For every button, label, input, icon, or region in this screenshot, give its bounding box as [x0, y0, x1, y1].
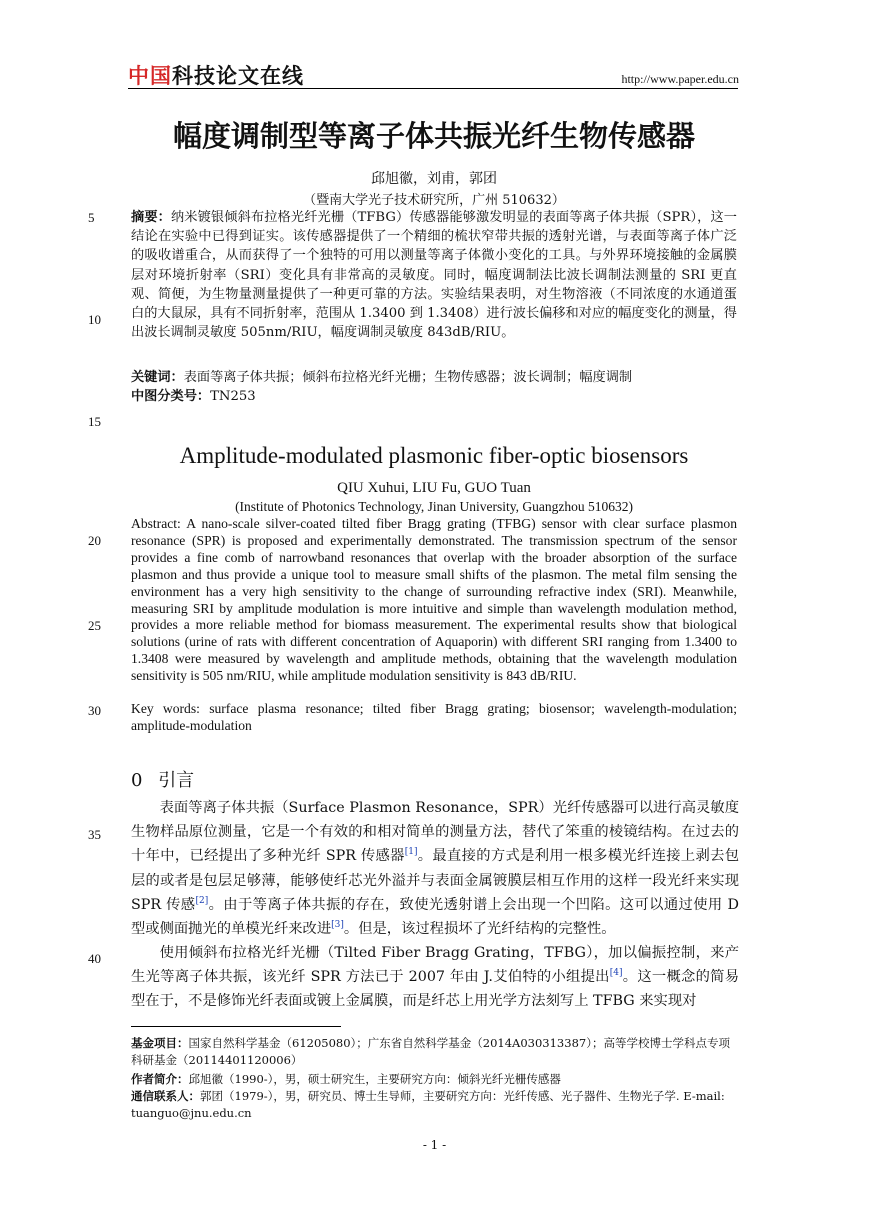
logo-red-text: 中国	[128, 64, 172, 88]
authors-en: QIU Xuhui, LIU Fu, GUO Tuan	[337, 480, 531, 496]
keywords-en-text: surface plasma resonance; tilted fiber Bragg grating; biosensor; wavelength-modulation; amplitude-modulation	[131, 701, 737, 733]
affiliation-en: (Institute of Photonics Technology, Jinan University, Guangzhou 510632)	[235, 499, 633, 514]
affiliation-cn: （暨南大学光子技术研究所，广州 510632）	[303, 193, 565, 208]
author-bio-label: 作者简介：	[131, 1072, 189, 1086]
funding-label: 基金项目：	[131, 1036, 189, 1050]
page-number: - 1 -	[422, 1138, 447, 1152]
keywords-en	[131, 701, 737, 735]
keywords-cn	[131, 368, 737, 387]
abstract-cn-label: 摘要：	[131, 210, 171, 225]
citation-ref[interactable]: [1]	[404, 847, 418, 858]
line-number: 15	[88, 414, 101, 429]
author-bio-text: 邱旭徽（1990-），男，硕士研究生，主要研究方向：倾斜光纤光栅传感器	[188, 1072, 561, 1086]
line-number: 35	[88, 827, 101, 842]
class-cn	[131, 387, 737, 406]
journal-logo	[128, 60, 304, 90]
keywords-cn-label: 关键词：	[131, 370, 184, 385]
line-number: 20	[88, 533, 101, 548]
paper-title-en: Amplitude-modulated plasmonic fiber-optic biosensors	[179, 443, 689, 468]
citation-ref[interactable]: [2]	[195, 896, 209, 907]
line-number: 30	[88, 703, 101, 718]
line-number: 40	[88, 951, 101, 966]
section-number: 0	[131, 770, 143, 791]
section-title: 引言	[158, 770, 195, 791]
contact-label: 通信联系人：	[131, 1089, 200, 1103]
footnote-author	[131, 1071, 739, 1088]
line-number: 10	[88, 312, 101, 327]
keywords-cn-text: 表面等离子体共振；倾斜布拉格光纤光栅；生物传感器；波长调制；幅度调制	[183, 370, 633, 385]
header-rule	[128, 88, 738, 89]
header-url[interactable]: http://www.paper.edu.cn	[621, 72, 739, 86]
intro-p1-text-d: 。但是，该过程损坏了光纤结构的完整性。	[343, 921, 616, 938]
abstract-cn	[131, 208, 737, 342]
class-cn-text: TN253	[210, 389, 256, 404]
abstract-en	[131, 516, 737, 685]
intro-p2-text-b: 。这一概念的简易型在于，不是修饰光纤表面或镀上金属膜，而是纤芯上用光学方法刻写上 TFBG 来实现对	[131, 969, 739, 1010]
paper-title-cn: 幅度调制型等离子体共振光纤生物传感器	[172, 119, 695, 153]
abstract-cn-text: 纳米镀银倾斜布拉格光纤光栅（TFBG）传感器能够激发明显的表面等离子体共振（SPR），这一结论在实验中已得到证实。该传感器提供了一个精细的梳状窄带共振的透射光谱，与表面等离子体广泛的吸收谱重合，从而获得了一个独特的可用以测量等离子体微小变化的工具。与外界环境接触的金属膜层对环境折射率（SRI）变化具有非常高的灵敏度。同时，幅度调制法比波长调制法测量的 SRI 更直观、简便，为生物量测量提供了一种更可靠的方法。实验结果表明，对生物溶液（不同浓度的水通道蛋白的大鼠尿，具有不同折射率，范围从 1.3400 到 1.3408）进行波长偏移和对应的幅度变化的测量，得出波长调制灵敏度 505nm/RIU，幅度调制灵敏度 843dB/RIU。	[131, 210, 737, 341]
intro-p1-text-c: 。由于等离子体共振的存在，致使光透射谱上会出现一个凹陷。这可以通过使用 D 型或侧面抛光的单模光纤来改进	[131, 896, 739, 938]
citation-ref[interactable]: [4]	[609, 968, 623, 979]
intro-p2-text-a: 使用倾斜布拉格光纤光栅（Tilted Fiber Bragg Grating，TFBG），加以偏振控制，来产生光等离子体共振，该光纤 SPR 方法已于 2007 年由 J.艾伯特的小组提出	[131, 945, 739, 986]
line-number: 25	[88, 618, 101, 633]
footnote-contact	[131, 1088, 739, 1122]
logo-black-text: 科技论文在线	[172, 64, 304, 88]
intro-paragraph-2	[131, 941, 739, 1014]
contact-text: 郭团（1979-），男，研究员、博士生导师，主要研究方向：光纤传感、光子器件、生物光子学. E-mail: tuanguo@jnu.edu.cn	[131, 1089, 725, 1120]
intro-p1-text-b: 。最直接的方式是利用一根多模光纤连接上剥去包层的或者是包层足够薄，能够使纤芯光外溢并与表面金属镀膜层相互作用的这样一段光纤来实现 SPR 传感	[131, 848, 739, 913]
class-cn-label: 中图分类号：	[131, 389, 211, 404]
section-heading	[131, 766, 194, 792]
authors-cn: 邱旭徽，刘甫，郭团	[371, 171, 497, 187]
abstract-en-text: A nano-scale silver-coated tilted fiber Bragg grating (TFBG) sensor with clear surface plasmon resonance (SPR) is proposed and experimentally demonstrated. The transmission spectrum of the sensor provides a fine comb of narrowband resonances that overlap with the broader absorption of the surface plasmon and thus provide a unique tool to measure small shifts of the plasmon. The metal film sensing the environment has a very high sensitivity to the change of surrounding refractive index (SRI). Meanwhile, measuring SRI by amplitude modulation is more intuitive and simple than wavelength modulation method, provides a more reliable method for biomass measurement. The experimental results show that biological solutions (urine of rats with different concentration of Aquaporin) with different SRI ranging from 1.3400 to 1.3408 were measured by wavelength and amplitude methods, obtaining that the wavelength modulation sensitivity is 505 nm/RIU, while amplitude modulation sensitivity is 843 dB/RIU.	[131, 516, 737, 684]
intro-paragraph-1	[131, 796, 739, 941]
footnote-funding	[131, 1035, 739, 1069]
line-number: 5	[88, 210, 95, 225]
citation-ref[interactable]: [3]	[331, 920, 344, 931]
funding-text: 国家自然科学基金（61205080）；广东省自然科学基金（2014A030313387）；高等学校博士学科点专项科研基金（20114401120006）	[131, 1036, 730, 1067]
footnote-rule	[131, 1026, 341, 1027]
intro-p1-text-a: 表面等离子体共振（Surface Plasmon Resonance，SPR）光纤传感器可以进行高灵敏度生物样品原位测量，它是一个有效的和相对简单的测量方法，替代了笨重的棱镜结构。在过去的十年中，已经提出了多种光纤 SPR 传感器	[131, 800, 739, 865]
keywords-en-label: Key words:	[131, 701, 200, 716]
abstract-en-label: Abstract:	[131, 516, 181, 531]
